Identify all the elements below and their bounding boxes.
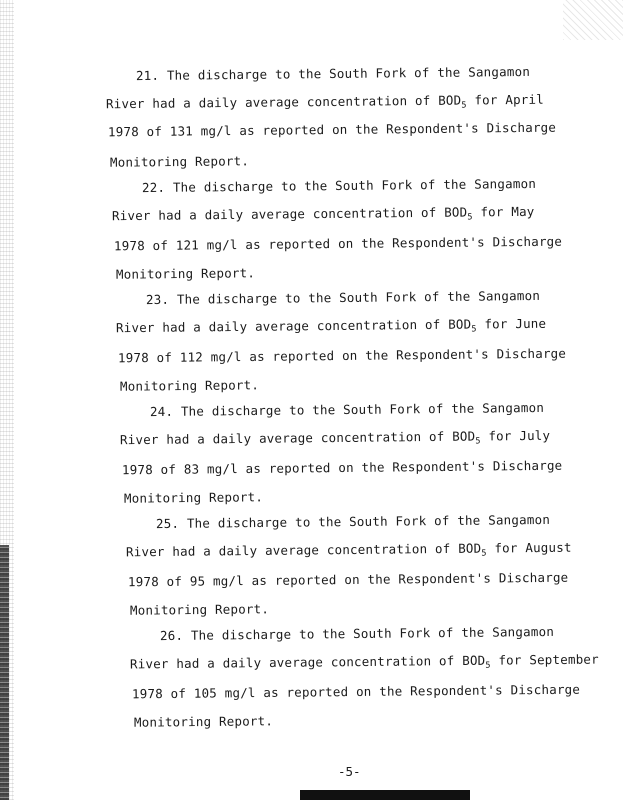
para-26-line-2: River had a daily average concentration of $BOD_5$ for September [129, 651, 599, 672]
para-21-line-2: River had a daily average concentration of $BOD_5$ for April [105, 91, 545, 112]
para-22-line-1: 22. The discharge to the South Fork of the Sangamon [141, 175, 537, 196]
para-22-line-2: River had a daily average concentration of $BOD_5$ for May [111, 203, 535, 224]
para-23-line-4: Monitoring Report. [119, 377, 260, 394]
para-23-line-1: 23. The discharge to the South Fork of the Sangamon [145, 287, 541, 308]
para-24-line-3: 1978 of 83 mg/l as reported on the Respondent's Discharge [121, 457, 563, 478]
scan-edge-dark-strip [0, 545, 9, 800]
para-25-line-1: 25. The discharge to the South Fork of the Sangamon [155, 511, 551, 532]
para-24-line-4: Monitoring Report. [123, 489, 264, 506]
para-26-line-1: 26. The discharge to the South Fork of the Sangamon [159, 623, 555, 644]
para-21-line-1: 21. The discharge to the South Fork of the Sangamon [135, 63, 531, 84]
para-23-line-3: 1978 of 112 mg/l as reported on the Respondent's Discharge [117, 345, 567, 366]
para-24-line-2: River had a daily average concentration of $BOD_5$ for July [119, 427, 551, 448]
para-26-line-3: 1978 of 105 mg/l as reported on the Respondent's Discharge [131, 681, 581, 702]
scan-bottom-artifact [300, 790, 470, 800]
para-21-line-4: Monitoring Report. [109, 153, 250, 170]
para-23-line-2: River had a daily average concentration of $BOD_5$ for June [115, 315, 547, 336]
para-24-line-1: 24. The discharge to the South Fork of the Sangamon [149, 399, 545, 420]
para-25-line-4: Monitoring Report. [129, 601, 270, 618]
para-21-line-3: 1978 of 131 mg/l as reported on the Respondent's Discharge [107, 119, 557, 140]
para-22-line-4: Monitoring Report. [115, 265, 256, 282]
para-26-line-4: Monitoring Report. [133, 713, 274, 730]
para-25-line-2: River had a daily average concentration of $BOD_5$ for August [125, 539, 572, 560]
scan-corner-noise [563, 0, 623, 40]
para-25-line-3: 1978 of 95 mg/l as reported on the Respondent's Discharge [127, 569, 569, 590]
page-number: -5- [338, 764, 361, 779]
para-22-line-3: 1978 of 121 mg/l as reported on the Respondent's Discharge [113, 233, 563, 254]
